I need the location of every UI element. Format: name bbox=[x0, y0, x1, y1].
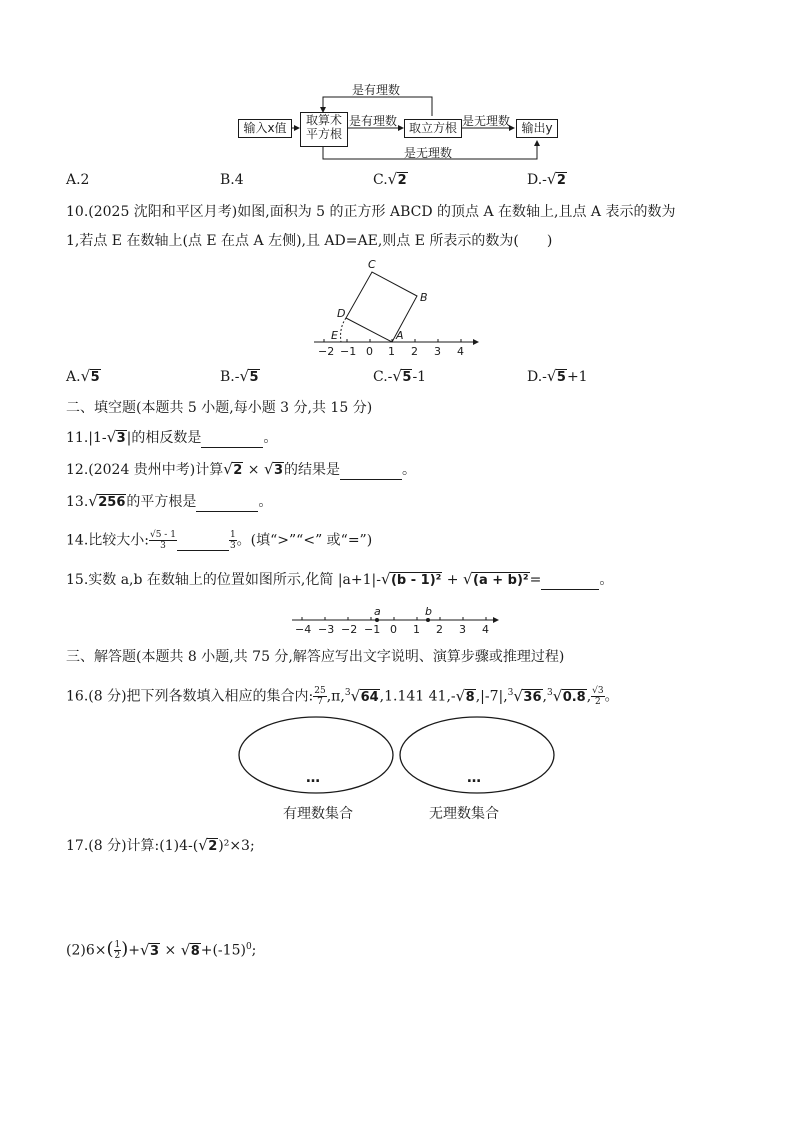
q16-cbrt-3: 0.8 bbox=[562, 689, 586, 705]
q9-d-prefix: D.- bbox=[527, 172, 547, 188]
q15-label-a: a bbox=[374, 605, 381, 618]
flow-top-label: 是有理数 bbox=[352, 83, 401, 97]
fraction-denominator: 2 bbox=[114, 951, 121, 962]
q16-end: 。 bbox=[604, 688, 619, 705]
q12-times: × bbox=[243, 462, 264, 478]
fraction-numerator: 1 bbox=[229, 530, 236, 540]
rational-set-dots: … bbox=[306, 770, 320, 786]
q17-part2-radicand-1: 3 bbox=[150, 943, 160, 959]
section3-title: 三、解答题(本题共 8 小题,共 75 分,解答应写出文字说明、演算步骤或推理过程) bbox=[66, 649, 565, 665]
fraction-numerator: 25 bbox=[314, 686, 326, 697]
q17-part2-suffix: +(-15) bbox=[200, 942, 246, 959]
section2-title: 二、填空题(本题共 5 小题,每小题 3 分,共 15 分) bbox=[66, 400, 373, 416]
q14-suffix: 。(填“>”“<” 或“=”) bbox=[236, 532, 373, 549]
q10-point-c: C bbox=[368, 258, 376, 271]
rational-set-label: 有理数集合 bbox=[283, 806, 353, 822]
q11-radicand: 3 bbox=[116, 431, 126, 446]
q15-tick-label: −1 bbox=[364, 623, 381, 636]
q10-tick-label: 0 bbox=[366, 345, 373, 358]
q9-c-radicand: 2 bbox=[397, 173, 407, 188]
q17-part2-exponent: 0 bbox=[245, 942, 252, 952]
q10-d-suffix: +1 bbox=[566, 369, 588, 385]
q10-d-radicand: 5 bbox=[556, 370, 566, 385]
q15-tick-label: 3 bbox=[459, 623, 466, 636]
q10-c-prefix: C.- bbox=[373, 369, 393, 385]
q11-end: 。 bbox=[263, 430, 278, 446]
q16-rad-8: 8 bbox=[465, 689, 475, 705]
q16-list-e: , bbox=[586, 688, 592, 705]
flow-output-text: 输出y bbox=[521, 121, 553, 135]
q13-prefix: 13. bbox=[66, 494, 89, 510]
q10-d-prefix: D.- bbox=[527, 369, 547, 385]
q12-radicand-1: 2 bbox=[233, 463, 243, 478]
q9-d-radicand: 2 bbox=[556, 173, 566, 188]
q9-c-prefix: C. bbox=[373, 172, 388, 188]
q10-c-radicand: 5 bbox=[402, 370, 412, 385]
q15-tick-label: −4 bbox=[295, 623, 312, 636]
q10-point-e: E bbox=[331, 329, 338, 342]
q15-suffix: = bbox=[529, 572, 542, 588]
q11-suffix: |的相反数是 bbox=[126, 430, 202, 446]
fraction-numerator: √5 - 1 bbox=[149, 530, 176, 540]
q13-radicand: 256 bbox=[98, 495, 126, 510]
q10-b-prefix: B.- bbox=[220, 369, 240, 385]
q10-tick-label: 1 bbox=[388, 345, 395, 358]
q17-part1 bbox=[66, 837, 255, 856]
q15-prefix: 15.实数 a,b 在数轴上的位置如图所示,化简 |a+1|- bbox=[66, 572, 381, 588]
q17-part2-radicand-2: 8 bbox=[190, 943, 200, 959]
q15-tick-label: 4 bbox=[482, 623, 489, 636]
q17-part1-prefix: 17.(8 分)计算:(1)4-( bbox=[66, 838, 199, 854]
sqrt-symbol bbox=[140, 942, 160, 961]
q17-part2: (2)6×( $\frac{1}{2}$ )+√ 3 × √ $8+(-15)^0$; bbox=[66, 938, 256, 961]
fraction-denominator: 7 bbox=[317, 697, 323, 708]
q10-c-suffix: -1 bbox=[412, 369, 427, 385]
q10-tick-label: 2 bbox=[411, 345, 418, 358]
q16-list-b: ,1.141 41,- bbox=[379, 688, 456, 705]
q13-end: 。 bbox=[258, 494, 273, 510]
q16-prefix: 16.(8 分)把下列各数填入相应的集合内: bbox=[66, 688, 314, 705]
q12-end: 。 bbox=[402, 462, 417, 478]
fraction-denominator: 3 bbox=[229, 541, 236, 551]
q15-tick-label: −2 bbox=[341, 623, 358, 636]
q13-suffix: 的平方根是 bbox=[126, 494, 197, 510]
q12-suffix: 的结果是 bbox=[284, 462, 341, 478]
q16-stem: 16.(8 分)把下列各数填入相应的集合内: $\frac{25}{7}$ ,π,$^3$√ 64,1.141 41,-√ 8,|-7|,$^3$√ 36,$^3$√ 0.8, $\frac{√3}{2}$ 。 bbox=[66, 684, 619, 707]
flow-sqrt-line1: 取算术 bbox=[305, 113, 342, 127]
q10-b-radicand: 5 bbox=[249, 370, 259, 385]
fraction-denominator: 3 bbox=[160, 541, 166, 551]
q9-option-a: A.2 bbox=[66, 172, 90, 188]
q10-tick-label: 4 bbox=[457, 345, 464, 358]
flow-mid1-label: 是有理数 bbox=[349, 114, 398, 128]
q10-point-a: A bbox=[396, 329, 404, 342]
q15-tick-label: 1 bbox=[413, 623, 420, 636]
irrational-set-dots: … bbox=[467, 770, 481, 786]
flow-mid2-label: 是无理数 bbox=[462, 114, 511, 128]
q16-list-d: , bbox=[542, 688, 547, 705]
flow-input-text: 输入x值 bbox=[243, 121, 287, 135]
q10-stem-line2: 1,若点 E 在数轴上(点 E 在点 A 左侧),且 AD=AE,则点 E 所表示的数为( ) bbox=[66, 233, 553, 249]
flow-bottom-label: 是无理数 bbox=[404, 146, 453, 160]
q17-part2-times: × bbox=[160, 942, 181, 959]
q15-radicand-2: (a + b)² bbox=[473, 573, 529, 588]
irrational-set-label: 无理数集合 bbox=[429, 806, 499, 822]
fraction-denominator: 2 bbox=[595, 697, 601, 708]
q10-tick-label: −2 bbox=[318, 345, 335, 358]
q10-point-b: B bbox=[420, 291, 428, 304]
q17-part1-radicand: 2 bbox=[208, 839, 218, 854]
q15-radicand-1: (b - 1)² bbox=[390, 573, 442, 588]
q17-part1-suffix: )²×3; bbox=[218, 838, 255, 854]
flow-cube-text: 取立方根 bbox=[408, 121, 457, 135]
q15-label-b: b bbox=[425, 605, 432, 618]
q10-a-prefix: A. bbox=[66, 369, 81, 385]
q15-end: 。 bbox=[599, 572, 614, 588]
q14-prefix: 14.比较大小: bbox=[66, 532, 149, 549]
q10-tick-label: 3 bbox=[434, 345, 441, 358]
q16-cbrt-1: 64 bbox=[360, 689, 379, 705]
sqrt-symbol bbox=[198, 837, 218, 856]
q12-radicand-2: 3 bbox=[273, 463, 284, 478]
q16-list-a: ,π, bbox=[326, 688, 345, 705]
q11-prefix: 11.|1- bbox=[66, 430, 107, 446]
q15-tick-label: −3 bbox=[318, 623, 335, 636]
q15-tick-label: 0 bbox=[390, 623, 397, 636]
q17-part2-prefix: (2)6× bbox=[66, 942, 107, 959]
sqrt-symbol bbox=[181, 942, 201, 961]
q10-stem-line1: 10.(2025 沈阳和平区月考)如图,面积为 5 的正方形 ABCD 的顶点 A 在数轴上,且点 A 表示的数为 bbox=[66, 204, 676, 220]
flow-sqrt-line2: 平方根 bbox=[305, 127, 342, 141]
q9-option-b: B.4 bbox=[220, 172, 244, 188]
q17-part2-plus: + bbox=[128, 942, 140, 959]
q10-point-d: D bbox=[337, 307, 346, 320]
q12-prefix: 12.(2024 贵州中考)计算 bbox=[66, 462, 224, 478]
q16-cbrt-2: 36 bbox=[523, 689, 542, 705]
q17-part2-end: ; bbox=[251, 942, 257, 959]
q15-plus: + bbox=[442, 572, 463, 588]
q15-tick-label: 2 bbox=[436, 623, 443, 636]
q10-tick-label: −1 bbox=[340, 345, 357, 358]
fraction-numerator: √3 bbox=[592, 686, 604, 697]
q16-list-c: ,|-7|, bbox=[475, 688, 508, 705]
fraction-numerator: 1 bbox=[114, 940, 121, 951]
q10-a-radicand: 5 bbox=[90, 370, 100, 385]
